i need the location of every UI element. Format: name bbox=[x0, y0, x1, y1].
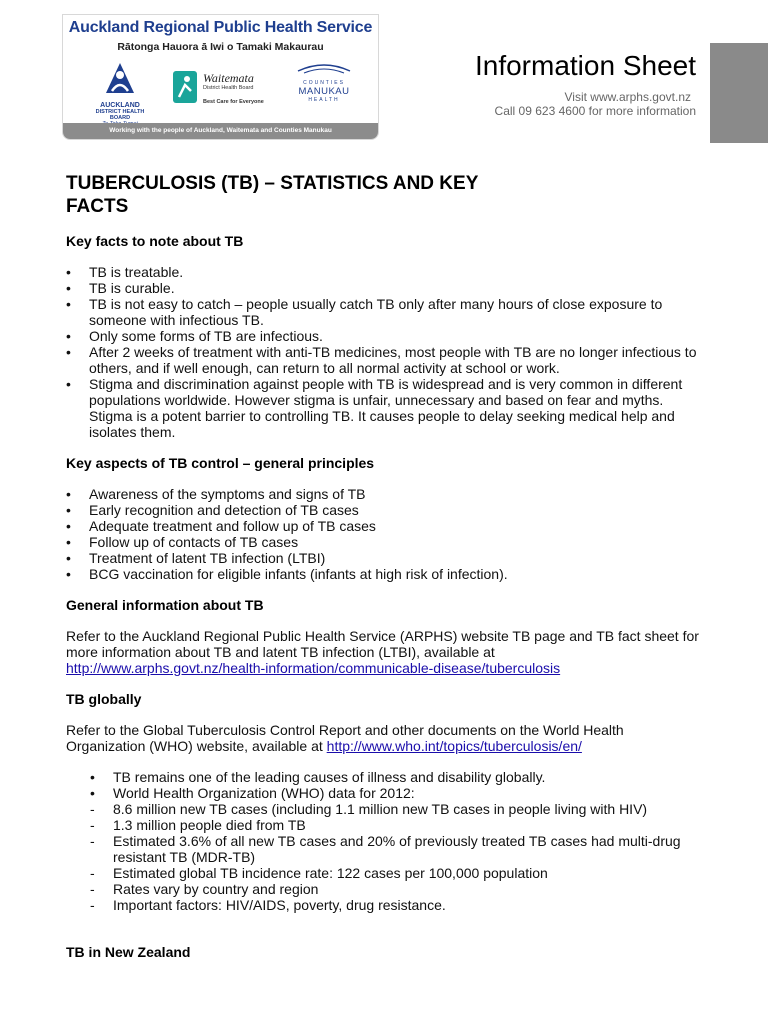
list-item: - Important factors: HIV/AIDS, poverty, drug resistance. bbox=[66, 897, 706, 913]
waitemata-board: District Health Board bbox=[203, 85, 254, 91]
document-title: TUBERCULOSIS (TB) – STATISTICS AND KEY FACTS bbox=[66, 173, 479, 217]
list-item: - Estimated 3.6% of all new TB cases and 20% of previously treated TB cases had multi-drug resistant TB (MDR-TB) bbox=[66, 833, 706, 865]
auckland-figure-icon bbox=[102, 61, 138, 95]
call-text: Call 09 623 4600 for more information bbox=[494, 104, 696, 118]
tb-globally-text: Refer to the Global Tuberculosis Control Report and other documents on the World Health Organization (WHO) website, available at bbox=[66, 722, 624, 754]
list-item: • World Health Organization (WHO) data for 2012: bbox=[66, 785, 706, 801]
auckland-board: DISTRICT HEALTH BOARD bbox=[95, 109, 145, 121]
counties-bottom: HEALTH bbox=[308, 97, 340, 103]
tb-globally-heading: TB globally bbox=[66, 691, 142, 707]
control-heading: Key aspects of TB control – general principles bbox=[66, 455, 375, 471]
auckland-name: AUCKLAND bbox=[100, 102, 140, 109]
waitemata-figure-icon bbox=[173, 71, 197, 103]
list-item: - 8.6 million new TB cases (including 1.1 million new TB cases in people living with HIV) bbox=[66, 801, 706, 817]
page-title: Information Sheet bbox=[474, 50, 696, 81]
counties-mid: MANUKAU bbox=[298, 86, 350, 97]
list-item: - Rates vary by country and region bbox=[66, 881, 706, 897]
waitemata-name: Waitemata bbox=[203, 71, 254, 85]
key-facts-heading: Key facts to note about TB bbox=[66, 233, 244, 249]
general-info-text: Refer to the Auckland Regional Public Health Service (ARPHS) website TB page and TB fact sheet for more information about TB and latent TB infection (LTBI), available at bbox=[66, 628, 699, 660]
list-item: • Early recognition and detection of TB cases bbox=[66, 502, 706, 518]
control-list bbox=[66, 486, 706, 582]
list-item: • Awareness of the symptoms and signs of TB bbox=[66, 486, 706, 502]
tb-globally-paragraph bbox=[66, 722, 706, 754]
list-item: • Only some forms of TB are infectious. bbox=[66, 328, 706, 344]
arphs-logo bbox=[62, 14, 379, 140]
counties-manukau-logo bbox=[289, 61, 359, 103]
who-tb-link[interactable]: http://www.who.int/topics/tuberculosis/en/ bbox=[326, 738, 582, 754]
list-item: • Follow up of contacts of TB cases bbox=[66, 534, 706, 550]
list-item: • TB is not easy to catch – people usually catch TB only after many hours of close exposure to someone with infectious TB. bbox=[66, 296, 706, 328]
header-gray-tab bbox=[710, 43, 768, 143]
counties-top: COUNTIES bbox=[303, 80, 345, 86]
logo-title: Auckland Regional Public Health Service bbox=[68, 19, 373, 36]
list-item: - Estimated global TB incidence rate: 122 cases per 100,000 population bbox=[66, 865, 706, 881]
waitemata-tag: Best Care for Everyone bbox=[203, 99, 264, 105]
visit-text: Visit www.arphs.govt.nz bbox=[564, 90, 691, 104]
list-item: • TB is curable. bbox=[66, 280, 706, 296]
list-item: • TB is treatable. bbox=[66, 264, 706, 280]
key-facts-list bbox=[66, 264, 706, 440]
tb-nz-heading: TB in New Zealand bbox=[66, 944, 191, 960]
list-item: • After 2 weeks of treatment with anti-TB medicines, most people with TB are no longer infectious to others, and if well enough, can return to all normal activity at school or work. bbox=[66, 344, 706, 376]
arphs-tb-link[interactable]: http://www.arphs.govt.nz/health-information/communicable-disease/tuberculosis bbox=[66, 660, 561, 676]
document-body bbox=[66, 172, 706, 960]
list-item: • BCG vaccination for eligible infants (infants at high risk of infection). bbox=[66, 566, 706, 582]
list-item: - 1.3 million people died from TB bbox=[66, 817, 706, 833]
list-item: • Stigma and discrimination against people with TB is widespread and is very common in different populations worldwide. However stigma is unfair, unnecessary and based on fear and myths. Stigma is a potent barrier to controlling TB. It causes people to delay seeking medical help and isolates them. bbox=[66, 376, 706, 440]
logo-subtitle: Rātonga Hauora ā Iwi o Tamaki Makaurau bbox=[117, 41, 324, 53]
auckland-dhb-logo bbox=[85, 61, 155, 127]
general-info-heading: General information about TB bbox=[66, 597, 264, 613]
counties-wave-icon bbox=[294, 61, 354, 75]
list-item: • Adequate treatment and follow up of TB cases bbox=[66, 518, 706, 534]
logo-footer: Working with the people of Auckland, Waitemata and Counties Manukau bbox=[63, 123, 378, 139]
list-item: • TB remains one of the leading causes of illness and disability globally. bbox=[66, 769, 706, 785]
tb-globally-list bbox=[66, 769, 706, 913]
list-item: • Treatment of latent TB infection (LTBI) bbox=[66, 550, 706, 566]
